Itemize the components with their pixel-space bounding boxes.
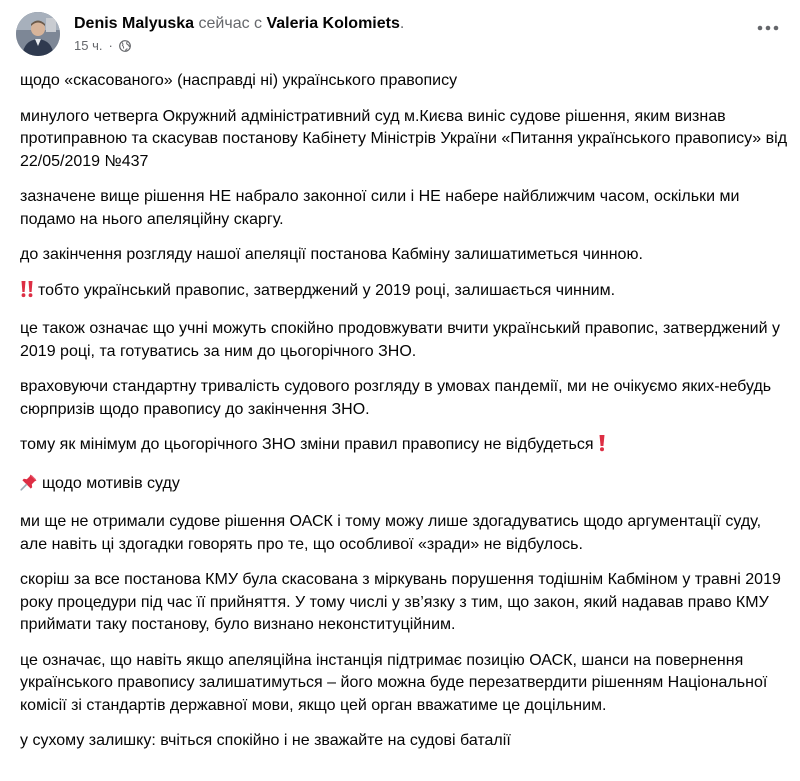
post-body (20, 70, 790, 766)
post-options-button[interactable] (750, 18, 786, 38)
post-paragraph: минулого четверга Окружний адміністративний суд м.Києва виніс судове рішення, яким визнав протиправною та скасував постанову Кабінету Міністрів України «Питання українського правопису» від 22/05/2019 №437 (20, 107, 788, 170)
more-dots-icon (757, 25, 779, 31)
post-timestamp[interactable]: 15 ч. (74, 38, 103, 53)
with-text: сейчас с (198, 15, 263, 32)
double-exclamation-icon (20, 280, 34, 306)
post-meta (74, 38, 131, 54)
post-paragraph-text: тому як мінімум до цьогорічного ЗНО зміни правил правопису не відбудеться (20, 436, 594, 453)
post-paragraph: зазначене вище рішення НЕ набрало законної сили і НЕ набере найближчим часом, оскільки ми подамо на нього апеляційну скаргу. (20, 188, 740, 228)
post-paragraph-text: тобто український правопис, затверджений у 2019 році, залишається чинним. (38, 281, 616, 299)
post-header (16, 12, 786, 58)
post-paragraph-heading (20, 473, 790, 499)
post-paragraph: щодо «скасованого» (насправді ні) українського правопису (20, 72, 458, 89)
post-paragraph: скоріш за все постанова КМУ була скасована з міркувань порушення тодішнім Кабміном у травні 2019 року процедури під час її прийняття. У тому числі у зв’язку з тим, що закон, який надавав право КМУ приймати таку постанову, було визнано неконституційним. (20, 571, 781, 633)
post-paragraph-text: щодо мотивів суду (42, 474, 180, 492)
avatar[interactable] (16, 12, 60, 56)
meta-separator: · (108, 38, 113, 53)
post-paragraph: до закінчення розгляду нашої апеляції постанова Кабміну залишатиметься чинною. (20, 246, 643, 263)
globe-icon[interactable] (119, 40, 131, 52)
exclamation-icon (598, 434, 606, 460)
post-paragraph: враховуючи стандартну тривалість судового розгляду в умовах пандемії, ми не очікуємо яких-небудь сюрпризів щодо правопису до закінчення ЗНО. (20, 378, 772, 418)
post-paragraph: у сухому залишку: вчіться спокійно і не зважайте на судові баталії (20, 732, 511, 749)
partner-suffix: . (399, 15, 405, 32)
post-paragraph: ми ще не отримали судове рішення ОАСК і тому можу лише здогадуватись щодо аргументації суду, але навіть ці здогадки говорять про те, що особливої «зради» не відбулось. (20, 513, 762, 553)
post-paragraph: це означає, що навіть якщо апеляційна інстанція підтримає позицію ОАСК, шанси на повернення українського правопису залишатимуться – його можна буде перезатвердити рішенням Національної комісії зі стандартів державної мови, якщо цей орган вважатиме це доцільним. (20, 651, 768, 714)
author-name[interactable]: Denis Malyuska (74, 15, 195, 32)
author-line (74, 14, 404, 34)
pushpin-icon (20, 473, 38, 499)
avatar-image (16, 12, 60, 56)
post-paragraph: це також означає що учні можуть спокійно продовжувати вчити український правопис, затверджений у 2019 році, та готуватись за ним до цьогорічного ЗНО. (20, 320, 780, 360)
tagged-partner-name[interactable]: Valeria Kolomiets (266, 15, 400, 32)
post-paragraph-emphasis (20, 434, 790, 460)
post-paragraph-emphasis (20, 280, 790, 306)
